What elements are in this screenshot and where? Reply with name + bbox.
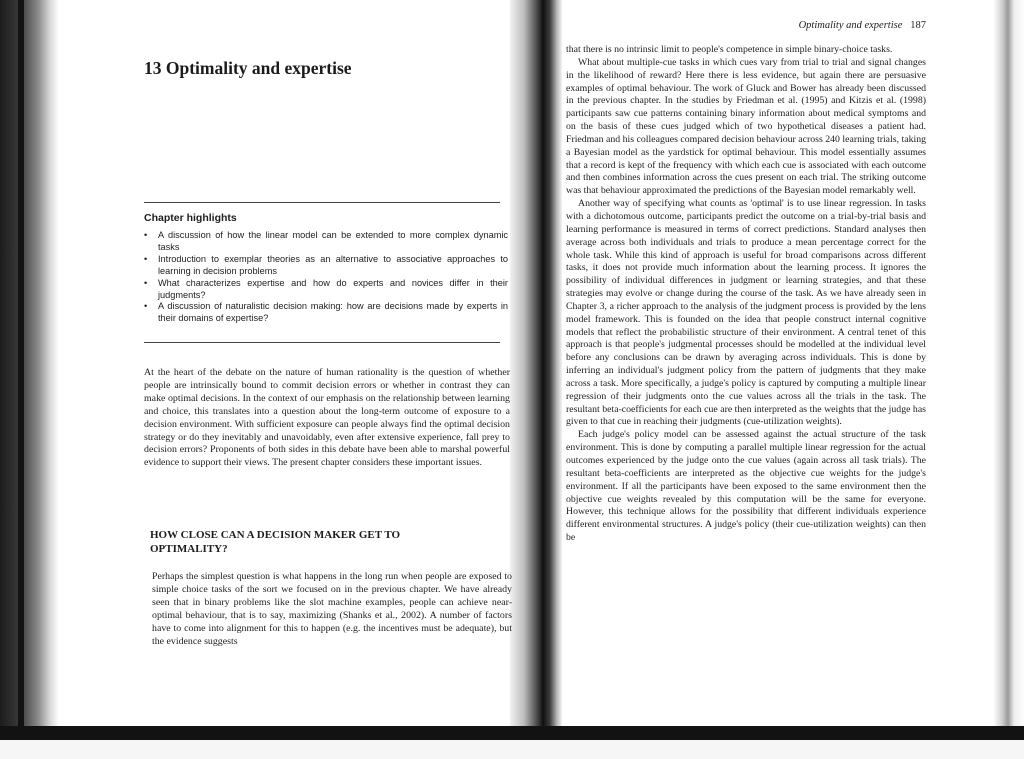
chapter-title: 13 Optimality and expertise [144, 58, 352, 78]
highlights-list [144, 230, 508, 325]
highlight-item: • A discussion of naturalistic decision making: how are decisions made by experts in their domains of expertise? [144, 301, 508, 325]
right-page-body [566, 44, 926, 545]
highlights-bottom-rule [144, 342, 500, 343]
highlight-item: • A discussion of how the linear model can be extended to more complex dynamic tasks [144, 230, 508, 254]
highlights-top-rule [144, 202, 500, 203]
body-paragraph: that there is no intrinsic limit to people's competence in simple binary-choice tasks. [566, 44, 893, 55]
book-gutter [510, 0, 562, 759]
section-heading: HOW CLOSE CAN A DECISION MAKER GET TO OPTIMALITY? [150, 529, 401, 555]
left-scan-edge [0, 0, 58, 759]
bottom-scan-margin [0, 740, 1024, 759]
running-head-title: Optimality and expertise [798, 20, 903, 31]
body-paragraph: Another way of specifying what counts as 'optimal' is to use linear regression. In tasks with a dichotomous outcome, participants predict the outcome on a trial-by-trial basis and learning performance is measured in terms of correct predictions. Standard analyses then average across both individuals and trials to produce a mean percentage correct for the whole task. While this kind of approach is useful for broad comparisons across different tasks, it does not provide much information about the learning process. It ignores the possibility of individual differences in judgment or learning strategies, and that these strategies may evolve or change during the course of the task. As we have already seen in Chapter 3, a richer approach to the analysis of the judgment process is provided by the lens model framework. This is founded on the idea that people construct internal cognitive models that reflect the probabilistic structure of their environment. A central tenet of this approach is that people's judgmental processes should be modelled at the individual level before any conclusions can be drawn by averaging across individuals. This is done by inferring an individual's judgment policy from the pattern of judgments that they make across a task. More specifically, a judge's policy is captured by computing a multiple linear regression of their judgments onto the cue values across all the trials in the task. The resultant beta-coefficients for each cue are then interpreted as the weights that the judge has given to that cue in reaching their judgments (cue-utilization weights). [566, 198, 926, 428]
section-paragraph: Perhaps the simplest question is what happens in the long run when people are exposed to simple choice tasks of the sort we focused on in the previous chapter. We have already seen that in binary problems like the slot machine examples, people can achieve near-optimal behaviour, that is to say, maximizing (Shanks et al., 2002). A number of factors have to come into alignment for this to happen (e.g. the incentives must be adequate), but the evidence suggests [152, 571, 512, 647]
page-number: 187 [910, 20, 926, 31]
right-scan-edge [994, 0, 1024, 759]
highlight-item: • What characterizes expertise and how do experts and novices differ in their judgments? [144, 278, 508, 302]
body-paragraph: Each judge's policy model can be assessed against the actual structure of the task environment. This is done by computing a parallel multiple linear regression for the actual outcomes experienced by the judge onto the cue values (again across all task trials). The resultant beta-coefficients are interpreted as the objective cue weights for the judge's environment. If all the participants have been exposed to the same environment then the objective cue weights revealed by this computation will be the same for everyone. However, this technique allows for the possibility that different individuals experience different environmental structures. A judge's policy (their cue-utilization weights) can then be [566, 429, 926, 544]
bottom-scan-shadow [0, 726, 1024, 740]
intro-paragraph: At the heart of the debate on the nature of human rationality is the question of whether people are intrinsically bound to commit decision errors or whether in contrast they can make optimal decisions. In the context of our emphasis on the relationship between learning and choice, this translates into a question about the long-term outcome of exposure to a decision environment. With sufficient exposure can people always find the optimal decision strategy or do they inevitably and unavoidably, even after extensive experience, fall prey to decision errors? Proponents of both sides in this debate have been able to marshal powerful evidence to support their views. The present chapter considers these important issues. [144, 367, 510, 469]
body-paragraph: What about multiple-cue tasks in which cues vary from trial to trial and signal changes in the likelihood of reward? Here there is less evidence, but again there are persuasive examples of optimal behaviour. The work of Gluck and Bower has already been discussed in the previous chapter. In the studies by Friedman et al. (1995) and Kitzis et al. (1998) participants saw cue patterns containing binary information about medical symptoms and on the basis of these cues judged which of two hypothetical diseases a patient had. Friedman and his colleagues compared decision behaviour across 240 learning trials, taking a Bayesian model as the yardstick for optimal behaviour. This model essentially assumes that a record is kept of the frequency with which each cue is associated with each outcome and then combines information across the cues present on each trial. The striking outcome was that behaviour approximated the predictions of the Bayesian model remarkably well. [566, 56, 926, 197]
running-head [799, 20, 926, 31]
highlight-item: • Introduction to exemplar theories as an alternative to associative approaches to learning in decision problems [144, 254, 508, 278]
highlights-title: Chapter highlights [144, 212, 237, 224]
